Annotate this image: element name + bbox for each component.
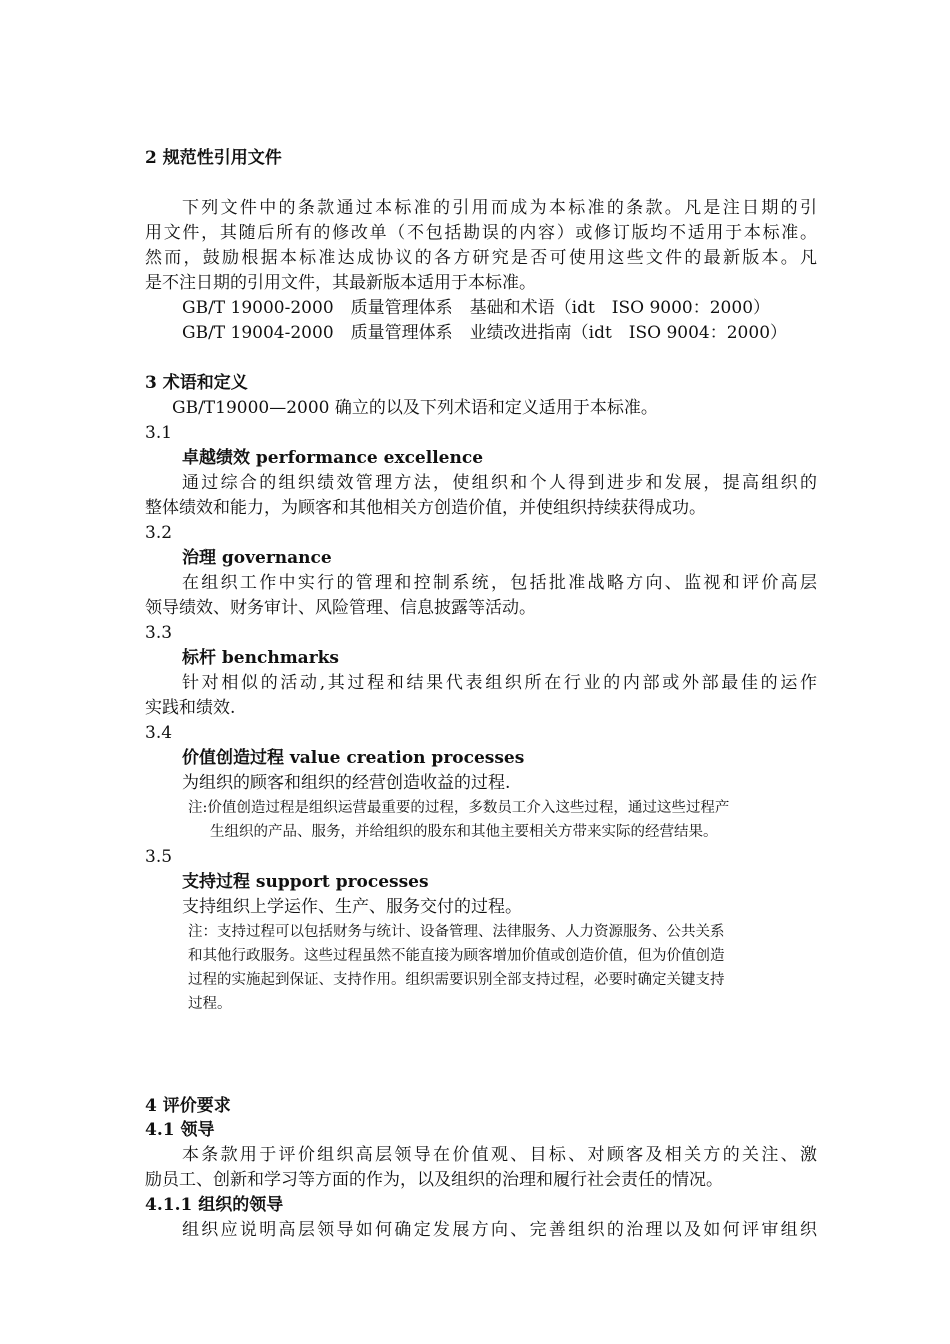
note-line: 和其他行政服务。这些过程虽然不能直接为顾客增加价值或创造价值，但为价值创造 — [188, 948, 725, 964]
section-heading-2: 2 规范性引用文件 — [145, 148, 282, 168]
paragraph-line: 用文件，其随后所有的修改单（不包括勘误的内容）或修订版均不适用于本标准。 — [145, 223, 817, 243]
note-line: 生组织的产品、服务，并给组织的股东和其他主要相关方带来实际的经营结果。 — [210, 824, 718, 840]
term-number: 3.1 — [145, 423, 173, 443]
subsection-heading-4-1-1: 4.1.1 组织的领导 — [145, 1195, 284, 1215]
note-line: 过程。 — [188, 996, 232, 1012]
section-heading-3: 3 术语和定义 — [145, 373, 248, 393]
paragraph-line: 励员工、创新和学习等方面的作为，以及组织的治理和履行社会责任的情况。 — [145, 1170, 723, 1190]
paragraph-line: 下列文件中的条款通过本标准的引用而成为本标准的条款。凡是注日期的引 — [182, 198, 817, 218]
reference-item: GB/T 19000-2000 质量管理体系 基础和术语（idt ISO 9000：2000） — [182, 298, 771, 318]
paragraph-line: 本条款用于评价组织高层领导在价值观、目标、对顾客及相关方的关注、激 — [182, 1145, 817, 1165]
term-title: 卓越绩效 performance excellence — [182, 448, 484, 468]
definition-line: 支持组织上学运作、生产、服务交付的过程。 — [182, 897, 522, 917]
paragraph-line: 然而，鼓励根据本标准达成协议的各方研究是否可使用这些文件的最新版本。凡 — [145, 248, 817, 268]
definition-line: 针对相似的活动,其过程和结果代表组织所在行业的内部或外部最佳的运作 — [182, 673, 817, 693]
term-title: 治理 governance — [182, 548, 332, 568]
definition-line: 在组织工作中实行的管理和控制系统，包括批准战略方向、监视和评价高层 — [182, 573, 817, 593]
definition-line: 为组织的顾客和组织的经营创造收益的过程. — [182, 773, 511, 793]
paragraph-line: 是不注日期的引用文件，其最新版本适用于本标准。 — [145, 273, 536, 293]
term-number: 3.5 — [145, 847, 173, 867]
note-line: 注：支持过程可以包括财务与统计、设备管理、法律服务、人力资源服务、公共关系 — [188, 924, 725, 940]
definition-line: 实践和绩效. — [145, 698, 236, 718]
definition-line: 领导绩效、财务审计、风险管理、信息披露等活动。 — [145, 598, 536, 618]
subsection-heading-4-1: 4.1 领导 — [145, 1120, 215, 1140]
section-intro: GB/T19000—2000 确立的以及下列术语和定义适用于本标准。 — [172, 398, 658, 418]
term-number: 3.4 — [145, 723, 173, 743]
section-heading-4: 4 评价要求 — [145, 1096, 231, 1116]
term-title: 支持过程 support processes — [182, 872, 429, 892]
term-title: 标杆 benchmarks — [182, 648, 340, 668]
note-line: 注:价值创造过程是组织运营最重要的过程，多数员工介入这些过程，通过这些过程产 — [188, 800, 730, 816]
definition-line: 通过综合的组织绩效管理方法，使组织和个人得到进步和发展，提高组织的 — [182, 473, 817, 493]
term-number: 3.3 — [145, 623, 173, 643]
definition-line: 整体绩效和能力，为顾客和其他相关方创造价值，并使组织持续获得成功。 — [145, 498, 706, 518]
reference-item: GB/T 19004-2000 质量管理体系 业绩改进指南（idt ISO 9004：2000） — [182, 323, 788, 343]
note-line: 过程的实施起到保证、支持作用。组织需要识别全部支持过程，必要时确定关键支持 — [188, 972, 725, 988]
term-number: 3.2 — [145, 523, 173, 543]
term-title: 价值创造过程 value creation processes — [182, 748, 525, 768]
paragraph-line: 组织应说明高层领导如何确定发展方向、完善组织的治理以及如何评审组织 — [182, 1220, 817, 1240]
